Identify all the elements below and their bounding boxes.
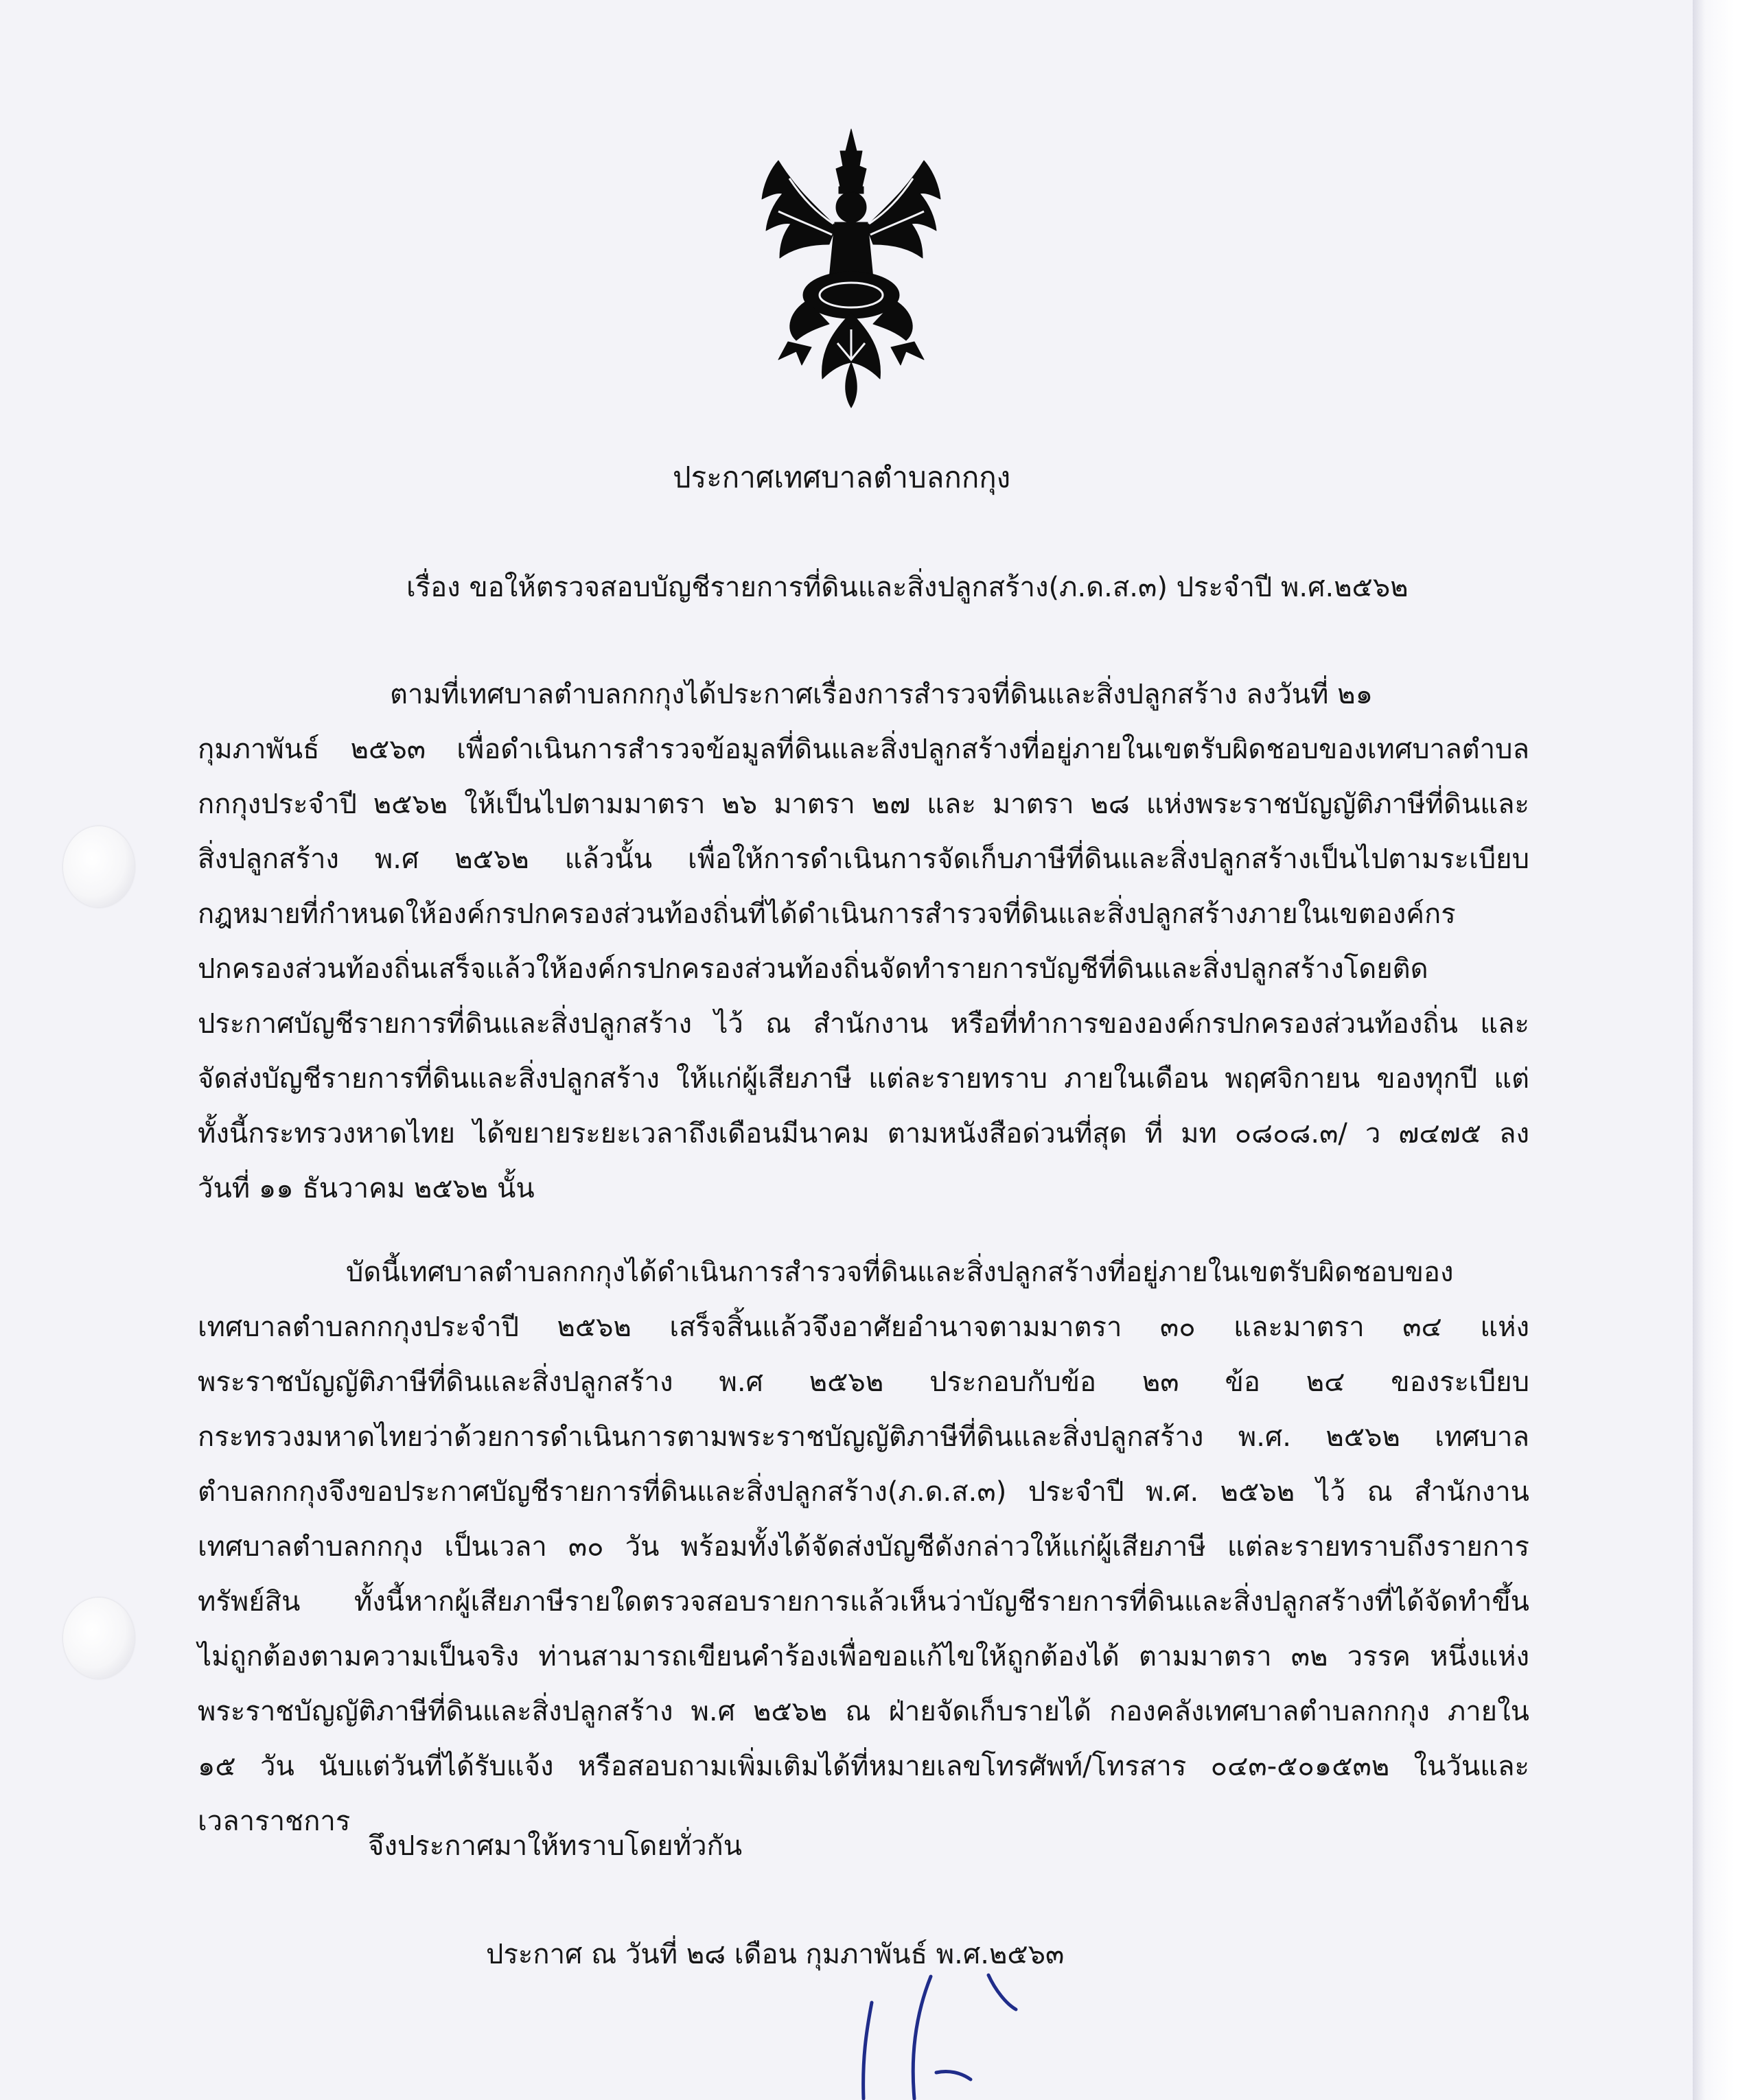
closing-line: จึงประกาศมาให้ทราบโดยทั่วกัน [368,1830,743,1862]
paragraph-line: พระราชบัญญัติภาษีที่ดินและสิ่งปลูกสร้าง พ.ศ ๒๕๖๒ ประกอบกับข้อ ๒๓ ข้อ ๒๔ ของระเบียบ [198,1366,1529,1398]
paragraph-line: ตามที่เทศบาลตำบลกกกุงได้ประกาศเรื่องการสำรวจที่ดินและสิ่งปลูกสร้าง ลงวันที่ ๒๑ [390,679,1373,710]
paragraph-line: ปกครองส่วนท้องถิ่นเสร็จแล้วให้องค์กรปกครองส่วนท้องถิ่นจัดทำรายการบัญชีที่ดินและสิ่งปลูกสร้างโดยติด [198,953,1428,985]
paragraph-line: จัดส่งบัญชีรายการที่ดินและสิ่งปลูกสร้าง ให้แก่ผู้เสียภาษี แต่ละรายทราบ ภายในเดือน พฤศจิกายน ของทุกปี แต่ [198,1063,1529,1095]
subject-line: เรื่อง ขอให้ตรวจสอบบัญชีรายการที่ดินและสิ่งปลูกสร้าง(ภ.ด.ส.๓) ประจำปี พ.ศ.๒๕๖๒ [406,572,1409,603]
scan-edge [1693,0,1749,2100]
signed-date: ประกาศ ณ วันที่ ๒๘ เดือน กุมภาพันธ์ พ.ศ.๒๕๖๓ [486,1939,1065,1970]
paragraph-line: กกกุงประจำปี ๒๕๖๒ ให้เป็นไปตามมาตรา ๒๖ มาตรา ๒๗ และ มาตรา ๒๘ แห่งพระราชบัญญัติภาษีที่ดินและ [198,789,1529,820]
paragraph-line: เทศบาลตำบลกกกุงประจำปี ๒๕๖๒ เสร็จสิ้นแล้วจึงอาศัยอำนาจตามมาตรา ๓๐ และมาตรา ๓๔ แห่ง [198,1311,1529,1343]
paragraph-line: เวลาราชการ [198,1806,351,1837]
paragraph-line: ๑๕ วัน นับแต่วันที่ได้รับแจ้ง หรือสอบถามเพิ่มเติมได้ที่หมายเลขโทรศัพท์/โทรสาร ๐๔๓-๕๐๑๕๓๒ ในวันและ [198,1751,1529,1782]
garuda-emblem-icon [748,124,954,412]
paragraph-line: วันที่ ๑๑ ธันวาคม ๒๕๖๒ นั้น [198,1173,535,1204]
paragraph-line: ไม่ถูกต้องตามความเป็นจริง ท่านสามารถเขียนคำร้องเพื่อขอแก้ไขให้ถูกต้องได้ ตามมาตรา ๓๒ วรรค หนึ่งแห่ง [198,1641,1529,1672]
paragraph-line: ทรัพย์สิน ทั้งนี้หากผู้เสียภาษีรายใดตรวจสอบรายการแล้วเห็นว่าบัญชีรายการที่ดินและสิ่งปลูกสร้างที่ได้จัดทำขึ้น [198,1586,1529,1618]
paragraph-line: กุมภาพันธ์ ๒๕๖๓ เพื่อดำเนินการสำรวจข้อมูลที่ดินและสิ่งปลูกสร้างที่อยู่ภายในเขตรับผิดชอบของเทศบาลตำบล [198,734,1529,765]
paragraph-line: สิ่งปลูกสร้าง พ.ศ ๒๕๖๒ แล้วนั้น เพื่อให้การดำเนินการจัดเก็บภาษีที่ดินและสิ่งปลูกสร้างเป็นไปตามระเบียบ [198,843,1529,875]
paragraph-line: ตำบลกกกุงจึงขอประกาศบัญชีรายการที่ดินและสิ่งปลูกสร้าง(ภ.ด.ส.๓) ประจำปี พ.ศ. ๒๕๖๒ ไว้ ณ สำนักงาน [198,1476,1529,1508]
paragraph-line: พระราชบัญญัติภาษีที่ดินและสิ่งปลูกสร้าง พ.ศ ๒๕๖๒ ณ ฝ่ายจัดเก็บรายได้ กองคลังเทศบาลตำบลกกกุง ภายใน [198,1696,1529,1727]
paragraph-line: เทศบาลตำบลกกกุง เป็นเวลา ๓๐ วัน พร้อมทั้งได้จัดส่งบัญชีดังกล่าวให้แก่ผู้เสียภาษี แต่ละรายทราบถึงรายการ [198,1531,1529,1563]
punch-hole-top [63,826,135,907]
paragraph-line: ทั้งนี้กระทรวงหาดไทย ได้ขยายระยะเวลาถึงเดือนมีนาคม ตามหนังสือด่วนที่สุด ที่ มท ๐๘๐๘.๓/ ว ๗๔๗๕ ลง [198,1118,1529,1150]
paragraph-line: กฎหมายที่กำหนดให้องค์กรปกครองส่วนท้องถิ่นที่ได้ดำเนินการสำรวจที่ดินและสิ่งปลูกสร้างภายในเขตองค์กร [198,898,1456,930]
punch-hole-bottom [63,1598,135,1679]
paragraph-line: กระทรวงมหาดไทยว่าด้วยการดำเนินการตามพระราชบัญญัติภาษีที่ดินและสิ่งปลูกสร้าง พ.ศ. ๒๕๖๒ เทศบาล [198,1421,1529,1453]
paragraph-line: บัดนี้เทศบาลตำบลกกกุงได้ดำเนินการสำรวจที่ดินและสิ่งปลูกสร้างที่อยู่ภายในเขตรับผิดชอบของ [346,1257,1454,1288]
signature-scribble-icon [789,1970,1050,2100]
announcement-title: ประกาศเทศบาลตำบลกกกุง [673,460,1011,494]
paragraph-line: ประกาศบัญชีรายการที่ดินและสิ่งปลูกสร้าง ไว้ ณ สำนักงาน หรือที่ทำการขององค์กรปกครองส่วนท้องถิ่น และ [198,1008,1529,1040]
